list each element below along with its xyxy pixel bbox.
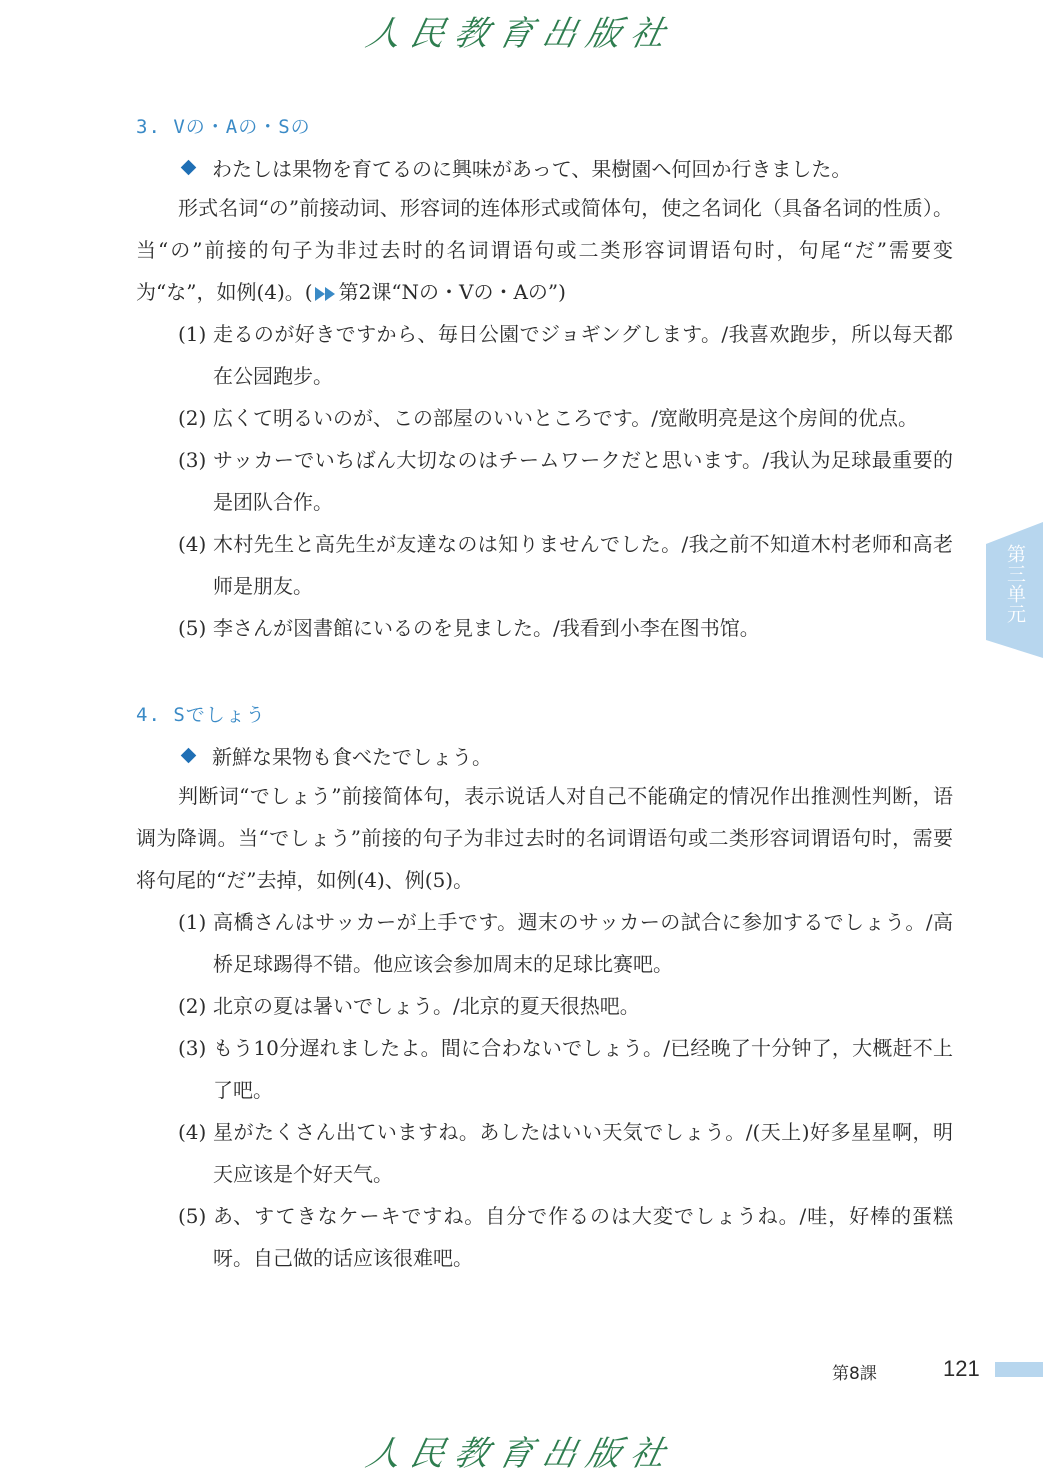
- section-4-title: 4. Sでしょう: [136, 704, 266, 726]
- item-number: (4): [178, 1120, 207, 1144]
- diamond-bullet-icon: [181, 748, 197, 764]
- item-text: 星がたくさん出ていますね。あしたはいい天気でしょう。/(天上)好多星星啊，明天应该是个好天气。: [213, 1120, 953, 1186]
- footer-accent-bar: [995, 1362, 1043, 1377]
- item-text: 木村先生と高先生が友達なのは知りませんでした。/我之前不知道木村老师和高老师是朋友。: [213, 532, 953, 598]
- unit-side-tab: [986, 522, 1043, 658]
- diamond-bullet-icon: [181, 160, 197, 176]
- section-4-item-2: [178, 985, 953, 1027]
- cross-reference-arrow-icon: [315, 286, 337, 302]
- section-3-explanation-text: 形式名词“の”前接动词、形容词的连体形式或简体句，使之名词化（具备名词的性质）。当“の”前接的句子为非过去时的名词谓语句或二类形容词谓语句时，句尾“だ”需要变为“な”，如例(4)。(: [136, 196, 953, 304]
- publisher-logo-top: 人民教育出版社: [362, 14, 680, 54]
- item-text: 李さんが図書館にいるのを見ました。/我看到小李在图书馆。: [213, 616, 760, 640]
- section-3-explanation: [136, 187, 953, 313]
- footer-lesson-label: 第8課: [832, 1364, 877, 1384]
- unit-tab-label: 第三单元: [1004, 544, 1026, 624]
- item-number: (4): [178, 532, 207, 556]
- item-number: (3): [178, 448, 207, 472]
- item-number: (3): [178, 1036, 207, 1060]
- section-3-cross-reference: 第2课“Nの・Vの・Aの”): [338, 280, 566, 304]
- section-3-item-3: [178, 439, 953, 523]
- section-3-item-4: [178, 523, 953, 607]
- publisher-logo-bottom: 人民教育出版社: [362, 1434, 680, 1474]
- section-4-example: [180, 741, 492, 770]
- section-4-item-3: [178, 1027, 953, 1111]
- item-number: (1): [178, 910, 207, 934]
- section-3-example-text: わたしは果物を育てるのに興味があって、果樹園へ何回か行きました。: [212, 157, 852, 181]
- section-3-example: [180, 153, 851, 182]
- section-3-item-1: [178, 313, 953, 397]
- item-text: 広くて明るいのが、この部屋のいいところです。/宽敞明亮是这个房间的优点。: [213, 406, 918, 430]
- item-text: 走るのが好きですから、毎日公園でジョギングします。/我喜欢跑步，所以每天都在公园跑步。: [213, 322, 953, 388]
- section-4-item-5: [178, 1195, 953, 1279]
- section-3-item-5: [178, 607, 953, 649]
- item-number: (2): [178, 406, 207, 430]
- section-4-item-4: [178, 1111, 953, 1195]
- section-3-item-2: [178, 397, 953, 439]
- item-number: (1): [178, 322, 207, 346]
- item-text: あ、すてきなケーキですね。自分で作るのは大変でしょうね。/哇，好棒的蛋糕呀。自己做的话应该很难吧。: [213, 1204, 953, 1270]
- page-number: 121: [943, 1356, 980, 1381]
- item-text: 高橋さんはサッカーが上手です。週末のサッカーの試合に参加するでしょう。/高桥足球踢得不错。他应该会参加周末的足球比赛吧。: [213, 910, 953, 976]
- section-4-example-text: 新鮮な果物も食べたでしょう。: [212, 745, 492, 769]
- item-number: (5): [178, 1204, 207, 1228]
- item-number: (5): [178, 616, 207, 640]
- section-4-explanation: 判断词“でしょう”前接简体句，表示说话人对自己不能确定的情况作出推测性判断，语调为降调。当“でしょう”前接的句子为非过去时的名词谓语句或二类形容词谓语句时，需要将句尾的“だ”去掉，如例(4)、例(5)。: [136, 784, 953, 892]
- section-4-item-1: [178, 901, 953, 985]
- section-3-title: 3. Vの・Aの・Sの: [136, 116, 311, 138]
- item-text: 北京の夏は暑いでしょう。/北京的夏天很热吧。: [213, 994, 640, 1018]
- item-text: もう10分遅れましたよ。間に合わないでしょう。/已经晚了十分钟了，大概赶不上了吧。: [213, 1036, 953, 1102]
- item-number: (2): [178, 994, 207, 1018]
- item-text: サッカーでいちばん大切なのはチームワークだと思います。/我认为足球最重要的是团队合作。: [213, 448, 953, 514]
